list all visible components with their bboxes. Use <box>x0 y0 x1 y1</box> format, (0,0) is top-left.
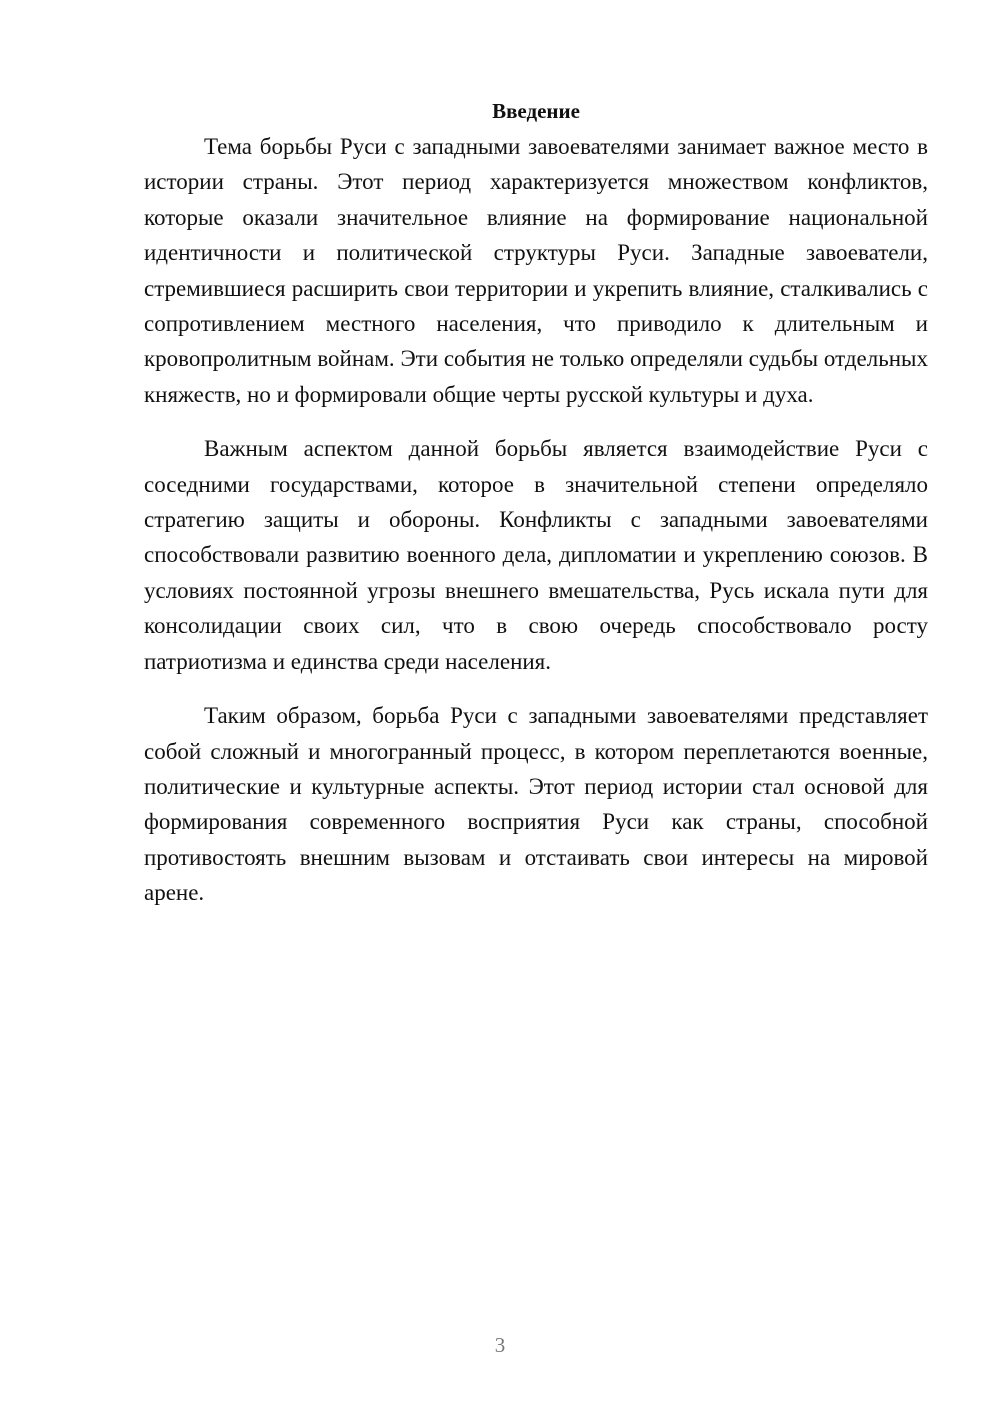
paragraph-3: Таким образом, борьба Руси с западными завоевателями представляет собой сложный и многогранный процесс, в котором переплетаются военные, политические и культурные аспекты. Этот период истории стал основой для формирования современного восприятия Руси как страны, способной противостоять внешним вызовам и отстаивать свои интересы на мировой арене. <box>144 703 928 906</box>
page-number: 3 <box>494 1333 506 1357</box>
paragraph-1: Тема борьбы Руси с западными завоевателями занимает важное место в истории страны. Этот период характеризуется множеством конфликтов, которые оказали значительное влияние на формирование национальной идентичности и политической структуры Руси. Западные завоеватели, стремившиеся расширить свои территории и укрепить влияние, сталкивались с сопротивлением местного населения, что приводило к длительным и кровопролитным войнам. Эти события не только определяли судьбы отдельных княжеств, но и формировали общие черты русской культуры и духа. <box>144 134 928 407</box>
section-heading: Введение <box>492 99 580 123</box>
paragraph-2: Важным аспектом данной борьбы является взаимодействие Руси с соседними государствами, которое в значительной степени определяло стратегию защиты и обороны. Конфликты с западными завоевателями способствовали развитию военного дела, дипломатии и укреплению союзов. В условиях постоянной угрозы внешнего вмешательства, Русь искала пути для консолидации своих сил, что в свою очередь способствовало росту патриотизма и единства среди населения. <box>144 436 928 674</box>
page-content <box>144 96 928 930</box>
